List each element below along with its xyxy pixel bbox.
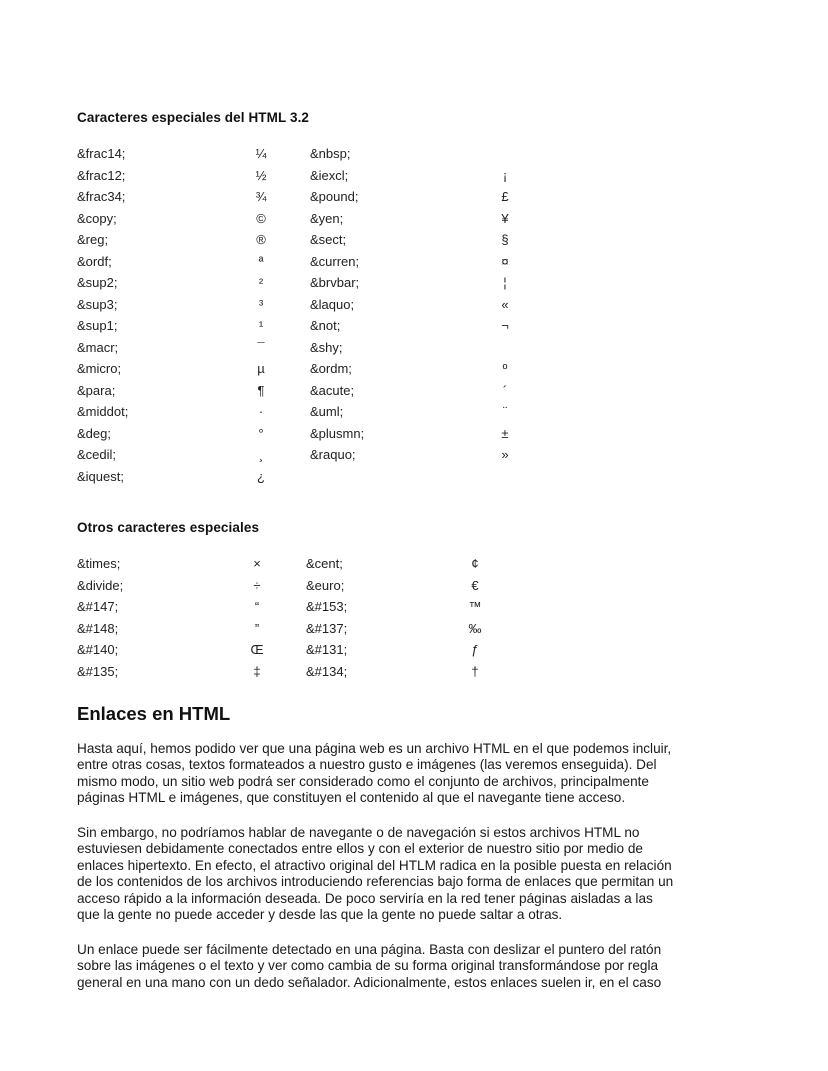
entity-name: &copy; (77, 210, 117, 226)
entity-name: &#147; (77, 599, 119, 615)
entity-char: ” (254, 620, 260, 636)
entity-name: &plusmn; (310, 425, 365, 441)
text-line: entre otras cosas, textos formateados a nuestro gusto e imágenes (las veremos enseguida). Del (77, 757, 657, 773)
entity-row (0, 621, 828, 642)
entity-name: &#134; (306, 664, 348, 679)
entity-name: &para; (77, 382, 116, 398)
entity-row (0, 168, 828, 189)
section-title-other: Otros caracteres especiales (77, 520, 260, 535)
entity-row (0, 556, 828, 577)
entity-char: “ (254, 599, 260, 615)
entity-char: µ (257, 361, 265, 376)
text-line: mismo modo, un sitio web podrá ser considerado como el conjunto de archivos, principalmente (77, 773, 649, 789)
entity-char: £ (501, 189, 509, 204)
entity-row (0, 340, 828, 361)
entity-name: &nbsp; (310, 146, 351, 161)
entity-char: » (501, 447, 509, 462)
entity-name: &frac12; (77, 167, 126, 183)
entity-name: &acute; (310, 382, 355, 398)
entity-name: &ordm; (310, 361, 352, 376)
text-line: acceso rápido a la información deseada. De poco serviría en la red tener páginas aisladas a las (77, 890, 653, 906)
entity-row (0, 146, 828, 167)
entity-name: &laquo; (310, 296, 355, 312)
entity-row (0, 447, 828, 468)
entity-name: &brvbar; (310, 275, 360, 290)
entity-char: ¸ (258, 447, 264, 462)
entity-row (0, 404, 828, 425)
entity-char: © (256, 210, 266, 226)
entity-name: &middot; (77, 404, 129, 419)
paragraph-2 (77, 825, 767, 923)
entity-char: ² (258, 275, 264, 290)
entity-row (0, 189, 828, 210)
entity-char: ¹ (258, 318, 264, 333)
entity-char: ¿ (257, 468, 265, 484)
entity-char: ½ (255, 167, 267, 183)
entity-char: · (258, 404, 264, 419)
entity-row (0, 383, 828, 404)
entity-row (0, 232, 828, 253)
entity-name: &frac34; (77, 189, 126, 204)
entity-char: ¡ (502, 167, 508, 183)
entity-name: &euro; (306, 577, 345, 593)
entity-char: ¬ (501, 318, 509, 333)
entity-name: &ordf; (77, 253, 112, 269)
text-line: Hasta aquí, hemos podido ver que una página web es un archivo HTML en el que podemos incluir, (77, 741, 672, 756)
entity-char: ¼ (255, 146, 267, 161)
entity-char: € (471, 577, 479, 593)
text-line: Un enlace puede ser fácilmente detectado en una página. Basta con deslizar el puntero del ratón (77, 942, 662, 957)
entity-name: &uml; (310, 404, 344, 419)
entity-char: ÷ (253, 577, 261, 593)
entity-char: ¨ (502, 404, 508, 419)
entity-row (0, 599, 828, 620)
text-line: enlaces hipertexto. En efecto, el atractivo original del HTLM radica en la posible puesta en relación (77, 857, 672, 873)
entity-name: &times; (77, 556, 121, 571)
entity-name: &not; (310, 318, 341, 333)
entity-char: ƒ (471, 642, 479, 658)
text-line: de los contenidos de los archivos introduciendo referencias bajo forma de enlaces que permitan un (77, 874, 674, 890)
entity-char: « (501, 296, 509, 312)
entity-row (0, 426, 828, 447)
paragraph-3 (77, 942, 767, 991)
entity-row (0, 469, 828, 490)
entity-name: &#148; (77, 620, 119, 636)
entity-char: § (501, 232, 509, 247)
entity-row (0, 361, 828, 382)
entity-char: ³ (258, 296, 264, 312)
entity-name: &sup3; (77, 296, 118, 312)
entity-name: &frac14; (77, 146, 126, 161)
entity-char: ± (501, 425, 509, 441)
entity-name: &reg; (77, 232, 109, 247)
text-line: Sin embargo, no podríamos hablar de navegante o de navegación si estos archivos HTML no (77, 825, 640, 840)
entity-char: ª (258, 253, 264, 269)
entity-name: &iquest; (77, 468, 124, 484)
entity-name: &deg; (77, 425, 111, 441)
entity-name: &sup1; (77, 318, 118, 333)
entity-row (0, 297, 828, 318)
entity-name: &#140; (77, 642, 119, 658)
entity-name: &pound; (310, 189, 359, 204)
entity-name: &macr; (77, 339, 119, 355)
entity-char: † (471, 664, 479, 679)
text-line: estuviesen debidamente conectados entre ellos y con el exterior de nuestro sitio por medio de (77, 841, 643, 857)
entity-char: ¾ (255, 189, 267, 204)
entity-name: &#135; (77, 664, 119, 679)
entity-row (0, 578, 828, 599)
entity-row (0, 275, 828, 296)
entity-char: ‡ (253, 664, 261, 679)
entity-char: ‰ (468, 620, 482, 636)
text-line: sobre las imágenes o el texto y ver como cambia de su forma original transformándose por regla (77, 958, 659, 974)
entity-char: × (253, 556, 261, 571)
section-title-html32: Caracteres especiales del HTML 3.2 (77, 110, 310, 125)
entity-row (0, 318, 828, 339)
entity-row (0, 211, 828, 232)
paragraph-1 (77, 741, 767, 807)
entity-char: ¥ (501, 210, 509, 226)
entity-char: ® (256, 232, 266, 247)
entity-name: &yen; (310, 210, 344, 226)
entity-char: ™ (468, 599, 482, 615)
entity-name: &micro; (77, 361, 122, 376)
entity-row (0, 642, 828, 663)
text-line: general en una mano con un dedo señalador. Adicionalmente, estos enlaces suelen ir, en el caso (77, 974, 662, 990)
entity-name: &divide; (77, 577, 124, 593)
entity-row (0, 254, 828, 275)
entity-char: ´ (502, 382, 508, 398)
entity-char: ¤ (501, 253, 509, 269)
entity-name: &raquo; (310, 447, 356, 462)
text-line: que la gente no puede acceder y desde las que la gente no puede saltar a otras. (77, 907, 563, 923)
entity-name: &shy; (310, 339, 343, 355)
heading-enlaces: Enlaces en HTML (77, 703, 231, 724)
entity-char: ¢ (471, 556, 479, 571)
entity-name: &sect; (310, 232, 347, 247)
entity-char: ¶ (257, 382, 265, 398)
entity-char: ¯ (257, 339, 265, 355)
entity-name: &sup2; (77, 275, 118, 290)
entity-char: ° (258, 425, 264, 441)
entity-char: ¦ (503, 275, 507, 290)
entity-name: &curren; (310, 253, 360, 269)
entity-name: &cent; (306, 556, 343, 571)
entity-name: &#131; (306, 642, 348, 658)
entity-name: &#137; (306, 620, 348, 636)
text-line: páginas HTML e imágenes, que constituyen el contenido al que el navegante tiene acceso. (77, 790, 626, 806)
entity-char: Œ (250, 642, 264, 658)
entity-name: &#153; (306, 599, 348, 615)
entity-char: º (502, 361, 508, 376)
entity-name: &iexcl; (310, 167, 349, 183)
entity-name: &cedil; (77, 447, 117, 462)
entity-row (0, 664, 828, 685)
